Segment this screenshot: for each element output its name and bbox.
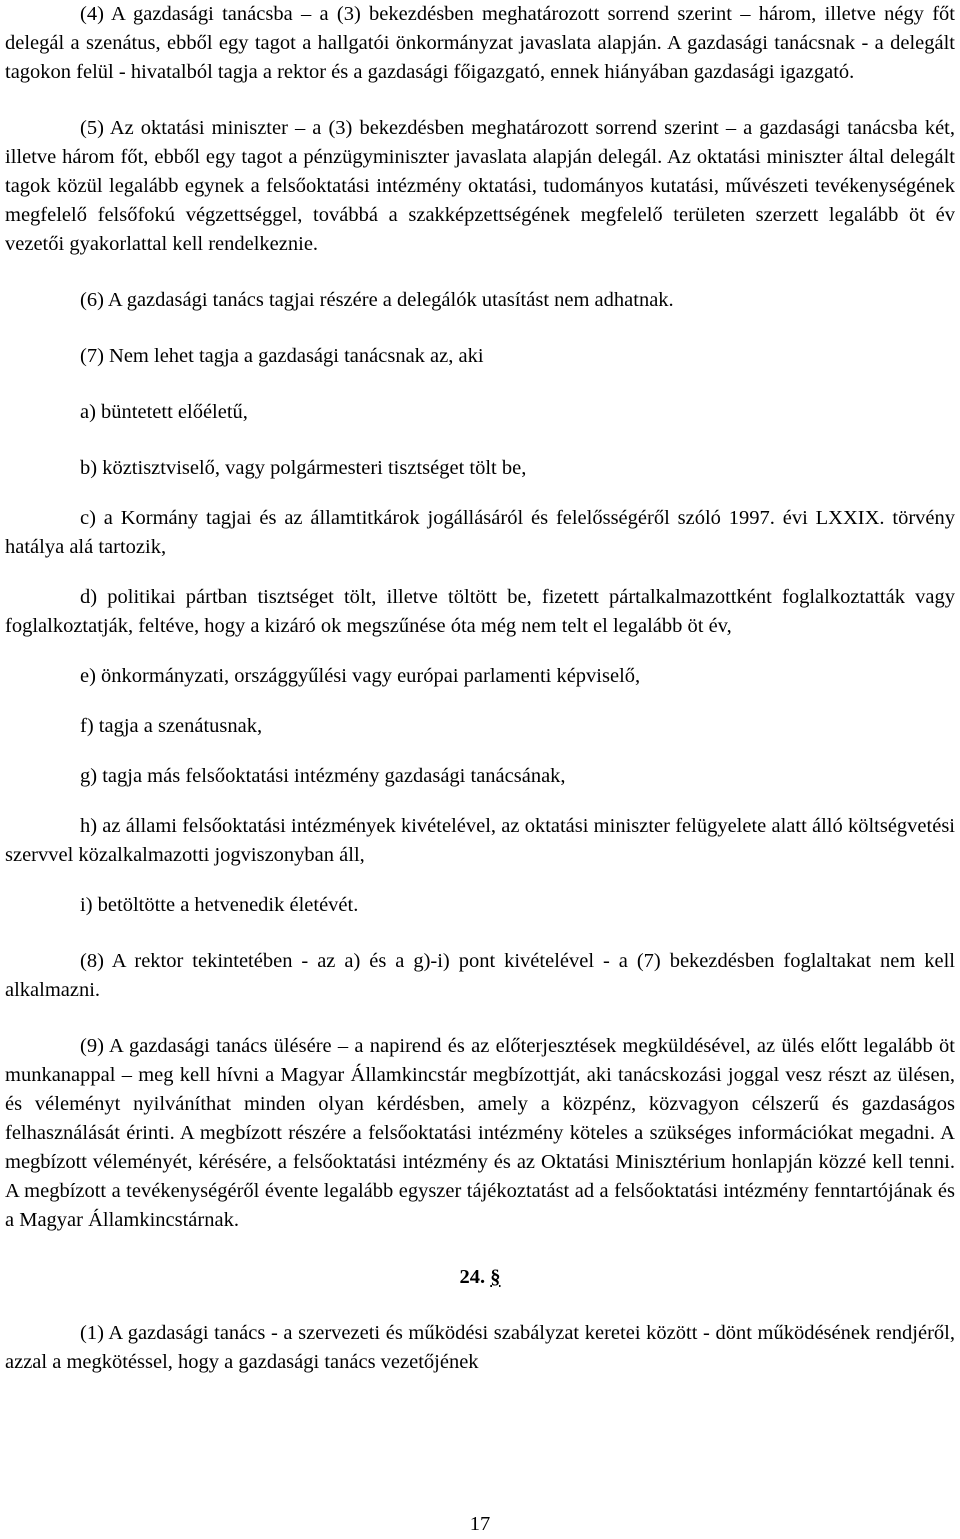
paragraph-8: (8) A rektor tekintetében - az a) és a g)-i) pont kivételével - a (7) bekezdésben foglaltakat nem kell alkalmazni. (5, 950, 955, 1001)
paragraph-9: (9) A gazdasági tanács ülésére – a napirend és az előterjesztések megküldésével, az ülés előtt legalább öt munkanappal – meg kell hívni a Magyar Államkincstár megbízottját, aki tanácskozási joggal vesz részt az ülésen, és véleményt nyilváníthat minden olyan kérdésben, amely a közpénz, közvagyon célszerű és gazdaságos felhasználását érinti. A megbízott részére a felsőoktatási intézmény köteles a szükséges információkat megadni. A megbízott véleményét, kérésére, a felsőoktatási intézmény és az Oktatási Minisztérium honlapján közzé kell tenni. A megbízott a tevékenységéről évente legalább egyszer tájékoztatást ad a felsőoktatási intézmény fenntartójának és a Magyar Államkincstárnak. (5, 1035, 955, 1231)
section-heading (5, 1263, 955, 1292)
paragraph-7-f: f) tagja a szenátusnak, (80, 715, 263, 737)
paragraph-7-b: b) köztisztviselő, vagy polgármesteri tisztséget tölt be, (80, 457, 527, 479)
paragraph-7-d: d) politikai pártban tisztséget tölt, illetve töltött be, fizetett pártalkalmazottként foglalkoztatták vagy foglalkoztatják, feltéve, hogy a kizáró ok megszűnése óta még nem telt el legalább öt év, (5, 586, 955, 637)
paragraph-7-c: c) a Kormány tagjai és az államtitkárok jogállásáról és felelősségéről szóló 1997. évi LXXIX. törvény hatálya alá tartozik, (5, 507, 955, 558)
paragraph-6: (6) A gazdasági tanács tagjai részére a delegálók utasítást nem adhatnak. (80, 289, 674, 311)
section-number: 24. (459, 1266, 486, 1288)
paragraph-24-1: (1) A gazdasági tanács - a szervezeti és működési szabályzat keretei között - dönt működésének rendjéről, azzal a megkötéssel, hogy a gazdasági tanács vezetőjének (5, 1322, 955, 1373)
paragraph-7: (7) Nem lehet tagja a gazdasági tanácsnak az, aki (80, 345, 484, 367)
section-symbol: § (490, 1266, 501, 1288)
paragraph-4: (4) A gazdasági tanácsba – a (3) bekezdésben meghatározott sorrend szerint – három, illetve négy főt delegál a szenátus, ebből egy tagot a hallgatói önkormányzat javaslata alapján. A gazdasági tanácsnak - a delegált tagokon felül - hivatalból tagja a rektor és a gazdasági főigazgató, ennek hiányában gazdasági igazgató. (5, 3, 955, 83)
document-page (5, 0, 955, 1377)
paragraph-7-h: h) az állami felsőoktatási intézmények kivételével, az oktatási miniszter felügyelete alatt álló költségvetési szervvel közalkalmazotti jogviszonyban áll, (5, 815, 955, 866)
paragraph-5: (5) Az oktatási miniszter – a (3) bekezdésben meghatározott sorrend szerint – a gazdasági tanácsba két, illetve három főt, ebből egy tagot a pénzügyminiszter javaslata alapján delegál. Az oktatási miniszter által delegált tagok közül legalább egynek a felsőoktatási intézmény oktatási, tudományos kutatási, művészeti tevékenységének megfelelő felsőfokú végzettséggel, továbbá a szakképzettségének megfelelő területen szerzett legalább öt év vezetői gyakorlattal kell rendelkeznie. (5, 117, 955, 255)
paragraph-7-g: g) tagja más felsőoktatási intézmény gazdasági tanácsának, (80, 765, 566, 787)
paragraph-7-e: e) önkormányzati, országgyűlési vagy európai parlamenti képviselő, (80, 665, 641, 687)
paragraph-7-a: a) büntetett előéletű, (80, 401, 248, 423)
paragraph-7-i: i) betöltötte a hetvenedik életévét. (80, 894, 359, 916)
page-number: 17 (469, 1513, 491, 1535)
